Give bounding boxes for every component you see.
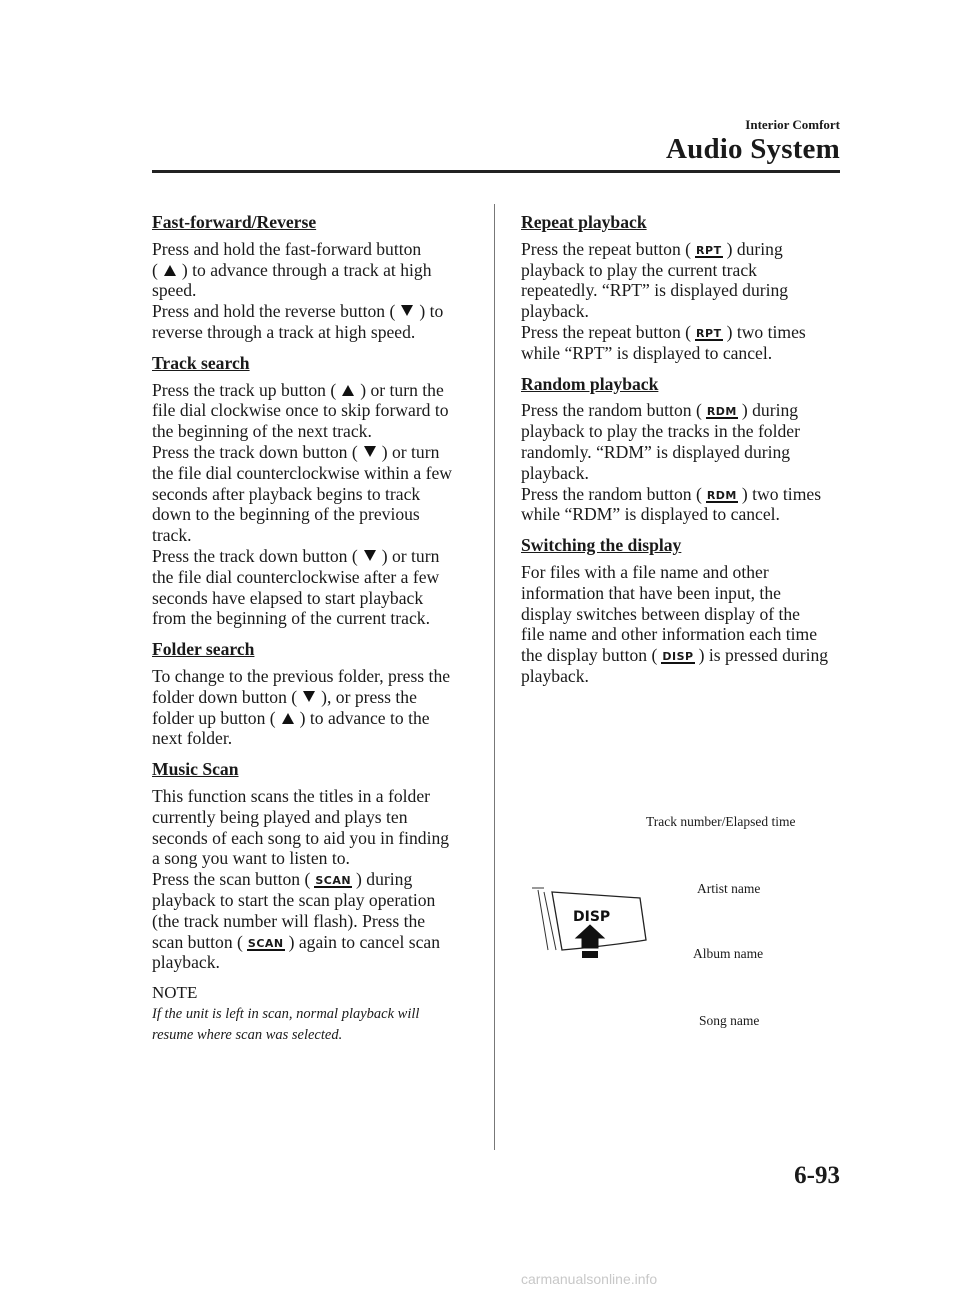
- text-line: Press the scan button ( SCAN ) during: [152, 869, 413, 890]
- text-line: from the beginning of the current track.: [152, 608, 430, 629]
- text-line: next folder.: [152, 728, 233, 749]
- down-arrow-icon: [364, 550, 376, 561]
- text-line: This function scans the titles in a folder: [152, 785, 431, 806]
- text-line: while “RDM” is displayed to cancel.: [521, 504, 780, 525]
- text-line: the file dial counterclockwise after a few: [152, 566, 440, 587]
- section-heading: Fast-forward/Reverse: [152, 212, 317, 232]
- repeat-button-icon: RPT: [696, 326, 722, 340]
- text-line: (the track number will flash). Press the: [152, 910, 426, 931]
- text-line: Press and hold the fast-forward button: [152, 238, 422, 259]
- text-line: folder down button ( ), or press the: [152, 686, 417, 707]
- disp-button-illustration: [528, 882, 653, 977]
- repeat-button-icon: RPT: [696, 243, 722, 257]
- up-arrow-icon: [342, 385, 354, 396]
- text-line: repeatedly. “RPT” is displayed during: [521, 280, 789, 301]
- section-folder-search: [152, 639, 474, 749]
- right-column: [521, 212, 843, 697]
- column-divider: [494, 204, 495, 1150]
- up-arrow-icon: [164, 265, 176, 276]
- text-line: Press the random button ( RDM ) during: [521, 400, 799, 421]
- section-fast-forward: [152, 212, 474, 343]
- section-heading: Music Scan: [152, 759, 239, 780]
- section-track-search: [152, 353, 474, 629]
- footer-watermark: carmanualsonline.info: [521, 1271, 658, 1287]
- text-line: speed.: [152, 280, 197, 301]
- text-line: while “RPT” is displayed to cancel.: [521, 342, 773, 363]
- down-arrow-icon: [303, 691, 315, 702]
- text-line: scan button ( SCAN ) again to cancel scan: [152, 931, 441, 952]
- text-line: playback.: [521, 301, 589, 322]
- down-arrow-icon: [401, 305, 413, 316]
- note-heading: NOTE: [152, 983, 198, 1003]
- section-music-scan: [152, 759, 474, 973]
- text-line: seconds have elapsed to start playback: [152, 587, 424, 608]
- section-heading: Switching the display: [521, 535, 682, 556]
- text-line: folder up button ( ) to advance to the: [152, 707, 430, 728]
- label-artist-name: Artist name: [697, 881, 761, 896]
- display-button-icon: DISP: [662, 650, 694, 664]
- text-line: playback to play the current track: [521, 259, 757, 280]
- text-line: track.: [152, 525, 192, 546]
- section-switching-display: [521, 535, 843, 687]
- page-title: Audio System: [665, 133, 840, 165]
- up-arrow-icon: [282, 713, 294, 724]
- text-line: Press the repeat button ( RPT ) two times: [521, 321, 806, 342]
- label-album-name: Album name: [693, 946, 764, 961]
- section-heading: Track search: [152, 352, 250, 373]
- text-line: playback.: [152, 952, 220, 973]
- down-arrow-icon: [364, 446, 376, 457]
- left-column: [152, 212, 474, 1056]
- text-line: seconds of each song to aid you in finding: [152, 827, 450, 848]
- text-line: Press the random button ( RDM ) two times: [521, 483, 822, 504]
- header-rule: [152, 170, 840, 173]
- page-number: 6-93: [794, 1162, 840, 1189]
- text-line: display switches between display of the: [521, 603, 800, 624]
- text-line: Press the track down button ( ) or turn: [152, 545, 440, 566]
- note-text: resume where scan was selected.: [152, 1026, 343, 1043]
- text-line: down to the beginning of the previous: [152, 504, 420, 525]
- text-line: the file dial counterclockwise within a few: [152, 462, 452, 483]
- text-line: playback.: [521, 665, 589, 686]
- text-line: For files with a file name and other: [521, 561, 769, 582]
- random-button-icon: RDM: [706, 405, 737, 419]
- label-song-name: Song name: [699, 1013, 760, 1028]
- text-line: Press and hold the reverse button ( ) to: [152, 301, 444, 322]
- section-heading: Repeat playback: [521, 212, 647, 232]
- text-line: Press the repeat button ( RPT ) during: [521, 238, 783, 259]
- text-line: To change to the previous folder, press the: [152, 665, 451, 686]
- text-line: Press the track down button ( ) or turn: [152, 441, 440, 462]
- section-heading: Folder search: [152, 639, 255, 660]
- text-line: randomly. “RDM” is displayed during: [521, 441, 791, 462]
- section-heading: Random playback: [521, 373, 659, 394]
- text-line: playback to start the scan play operation: [152, 889, 436, 910]
- section-repeat-playback: [521, 212, 843, 364]
- section-random-playback: [521, 374, 843, 526]
- text-line: playback.: [521, 462, 589, 483]
- note-text: If the unit is left in scan, normal playback will: [152, 1005, 420, 1022]
- text-line: seconds after playback begins to track: [152, 483, 421, 504]
- text-line: file name and other information each time: [521, 624, 818, 645]
- diagram-button-label: DISP: [573, 909, 611, 925]
- header-section: Interior Comfort: [745, 117, 840, 132]
- note-block: [152, 983, 474, 1046]
- text-line: the display button ( DISP ) is pressed during: [521, 645, 829, 666]
- text-line: reverse through a track at high speed.: [152, 321, 416, 342]
- text-line: a song you want to listen to.: [152, 848, 350, 869]
- text-line: playback to play the tracks in the folder: [521, 421, 800, 442]
- random-button-icon: RDM: [706, 488, 737, 502]
- text-line: information that have been input, the: [521, 582, 781, 603]
- scan-button-icon: SCAN: [315, 874, 352, 888]
- text-line: the beginning of the next track.: [152, 421, 372, 442]
- text-line: currently being played and plays ten: [152, 806, 408, 827]
- text-line: Press the track up button ( ) or turn the: [152, 379, 444, 400]
- text-line: file dial clockwise once to skip forward to: [152, 400, 449, 421]
- scan-button-icon: SCAN: [247, 936, 284, 950]
- text-line: ( ) to advance through a track at high: [152, 259, 432, 280]
- label-track-number: Track number/Elapsed time: [646, 814, 796, 829]
